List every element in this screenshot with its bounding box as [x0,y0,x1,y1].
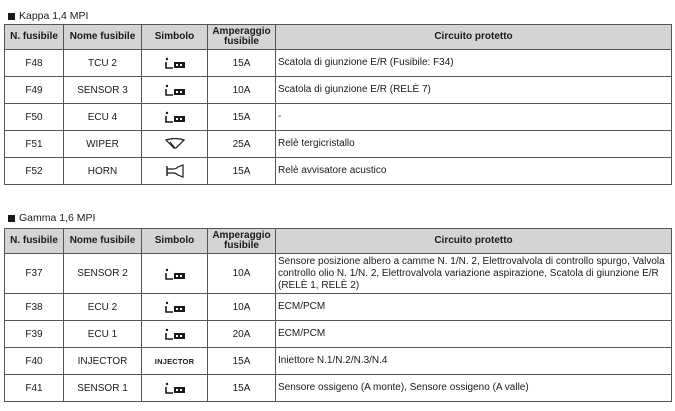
fuse-number: F52 [5,158,64,185]
table-row [5,77,672,104]
sensor-connector-icon [162,381,188,395]
protected-circuit: Relè avvisatore acustico [276,158,672,185]
fuse-name: WIPER [64,131,142,158]
fuse-number: F38 [5,294,64,321]
fuse-number: F48 [5,50,64,77]
header-amperage: Amperaggio fusibile [208,229,276,254]
protected-circuit: Relè tergicristallo [276,131,672,158]
header-amperage: Amperaggio fusibile [208,25,276,50]
fuse-amperage: 15A [208,348,276,375]
fuse-amperage: 15A [208,50,276,77]
fuse-table-kappa [4,24,672,185]
fuse-number: F39 [5,321,64,348]
symbol-cell [142,294,208,321]
fuse-name: SENSOR 2 [64,254,142,294]
table-header-row [5,25,672,50]
fuse-name: ECU 2 [64,294,142,321]
header-circuit: Circuito protetto [276,25,672,50]
symbol-cell [142,254,208,294]
fuse-amperage: 10A [208,294,276,321]
symbol-cell [142,77,208,104]
tcu-connector-icon [162,56,188,70]
fuse-number: F49 [5,77,64,104]
fuse-name: TCU 2 [64,50,142,77]
table-row [5,131,672,158]
fuse-name: HORN [64,158,142,185]
fuse-number: F40 [5,348,64,375]
fuse-table-gamma [4,228,672,402]
table-row [5,158,672,185]
header-fuse-number: N. fusibile [5,229,64,254]
sensor-connector-icon [162,267,188,281]
fuse-amperage: 10A [208,254,276,294]
protected-circuit: Sensore posizione albero a camme N. 1/N. 2, Elettrovalvola di controllo spurgo, Valvola controllo olio N. 1/N. 2, Elettrovalvola variazione aspirazione, Scatola di giunzione E/R (RELÈ 1, RELÈ 2) [276,254,672,294]
fuse-number: F37 [5,254,64,294]
table-row [5,50,672,77]
header-symbol: Simbolo [142,229,208,254]
table-row [5,294,672,321]
header-fuse-name: Nome fusibile [64,25,142,50]
fuse-amperage: 25A [208,131,276,158]
fuse-name: ECU 4 [64,104,142,131]
protected-circuit: ECM/PCM [276,321,672,348]
fuse-amperage: 15A [208,158,276,185]
protected-circuit: Iniettore N.1/N.2/N.3/N.4 [276,348,672,375]
table-row [5,254,672,294]
table-header-row [5,229,672,254]
bullet-square [8,215,15,222]
horn-icon [164,164,186,178]
fuse-number: F50 [5,104,64,131]
fuse-name: SENSOR 3 [64,77,142,104]
injector-symbol-text: INJECTOR [154,356,195,366]
table-row [5,348,672,375]
protected-circuit: Scatola di giunzione E/R (RELÈ 7) [276,77,672,104]
table-row [5,321,672,348]
section-title-text: Kappa 1,4 MPI [19,10,89,22]
bullet-square [8,13,15,20]
protected-circuit: ECM/PCM [276,294,672,321]
ecu-connector-icon [162,300,188,314]
header-fuse-number: N. fusibile [5,25,64,50]
protected-circuit: - [276,104,672,131]
section-title-gamma [8,212,95,224]
ecu-connector-icon [162,327,188,341]
table-row [5,375,672,402]
symbol-cell [142,321,208,348]
fuse-name: ECU 1 [64,321,142,348]
fuse-amperage: 20A [208,321,276,348]
fuse-amperage: 15A [208,104,276,131]
section-title-text: Gamma 1,6 MPI [19,212,96,224]
symbol-cell [142,348,208,375]
symbol-cell [142,50,208,77]
symbol-cell [142,104,208,131]
symbol-cell [142,131,208,158]
section-title-kappa [8,10,88,22]
symbol-cell [142,158,208,185]
fuse-number: F41 [5,375,64,402]
fuse-name: SENSOR 1 [64,375,142,402]
header-symbol: Simbolo [142,25,208,50]
fuse-name: INJECTOR [64,348,142,375]
fuse-amperage: 10A [208,77,276,104]
sensor-connector-icon [162,83,188,97]
ecu-connector-icon [162,110,188,124]
header-circuit: Circuito protetto [276,229,672,254]
header-fuse-name: Nome fusibile [64,229,142,254]
wiper-icon [164,138,186,150]
table-row [5,104,672,131]
fuse-number: F51 [5,131,64,158]
protected-circuit: Scatola di giunzione E/R (Fusibile: F34) [276,50,672,77]
protected-circuit: Sensore ossigeno (A monte), Sensore ossigeno (A valle) [276,375,672,402]
symbol-cell [142,375,208,402]
fuse-amperage: 15A [208,375,276,402]
